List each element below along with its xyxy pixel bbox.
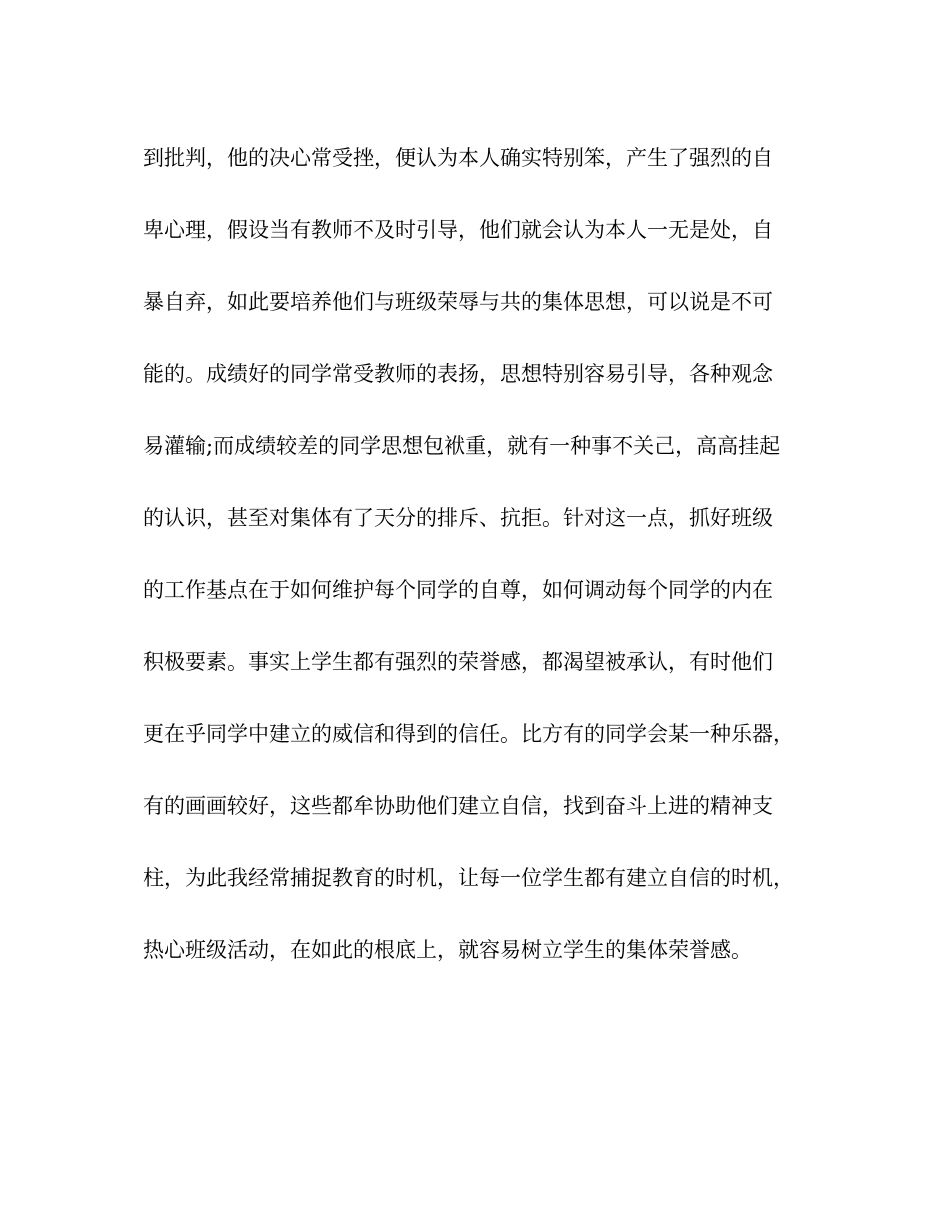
text-line: 能的。成绩好的同学常受教师的表扬，思想特别容易引导，各种观念 <box>143 362 773 386</box>
text-line: 柱，为此我经常捕捉教育的时机，让每一位学生都有建立自信的时机， <box>143 866 794 890</box>
text-line: 积极要素。事实上学生都有强烈的荣誉感，都渴望被承认，有时他们 <box>143 650 773 674</box>
text-line: 的工作基点在于如何维护每个同学的自尊，如何调动每个同学的内在 <box>143 578 773 602</box>
text-line: 到批判，他的决心常受挫，便认为本人确实特别笨，产生了强烈的自 <box>143 146 773 170</box>
text-line: 卑心理，假设当有教师不及时引导，他们就会认为本人一无是处，自 <box>143 218 773 242</box>
text-line: 热心班级活动，在如此的根底上，就容易树立学生的集体荣誉感。 <box>143 938 752 962</box>
text-line: 有的画画较好，这些都牟协助他们建立自信，找到奋斗上进的精神支 <box>143 794 773 818</box>
text-line: 的认识，甚至对集体有了天分的排斥、抗拒。针对这一点，抓好班级 <box>143 506 773 530</box>
body-paragraph <box>143 138 823 1002</box>
text-line: 易灌输;而成绩较差的同学思想包袱重，就有一种事不关己，高高挂起 <box>143 434 781 458</box>
text-line: 暴自弃，如此要培养他们与班级荣辱与共的集体思想，可以说是不可 <box>143 290 773 314</box>
text-line: 更在乎同学中建立的威信和得到的信任。比方有的同学会某一种乐器， <box>143 722 794 746</box>
